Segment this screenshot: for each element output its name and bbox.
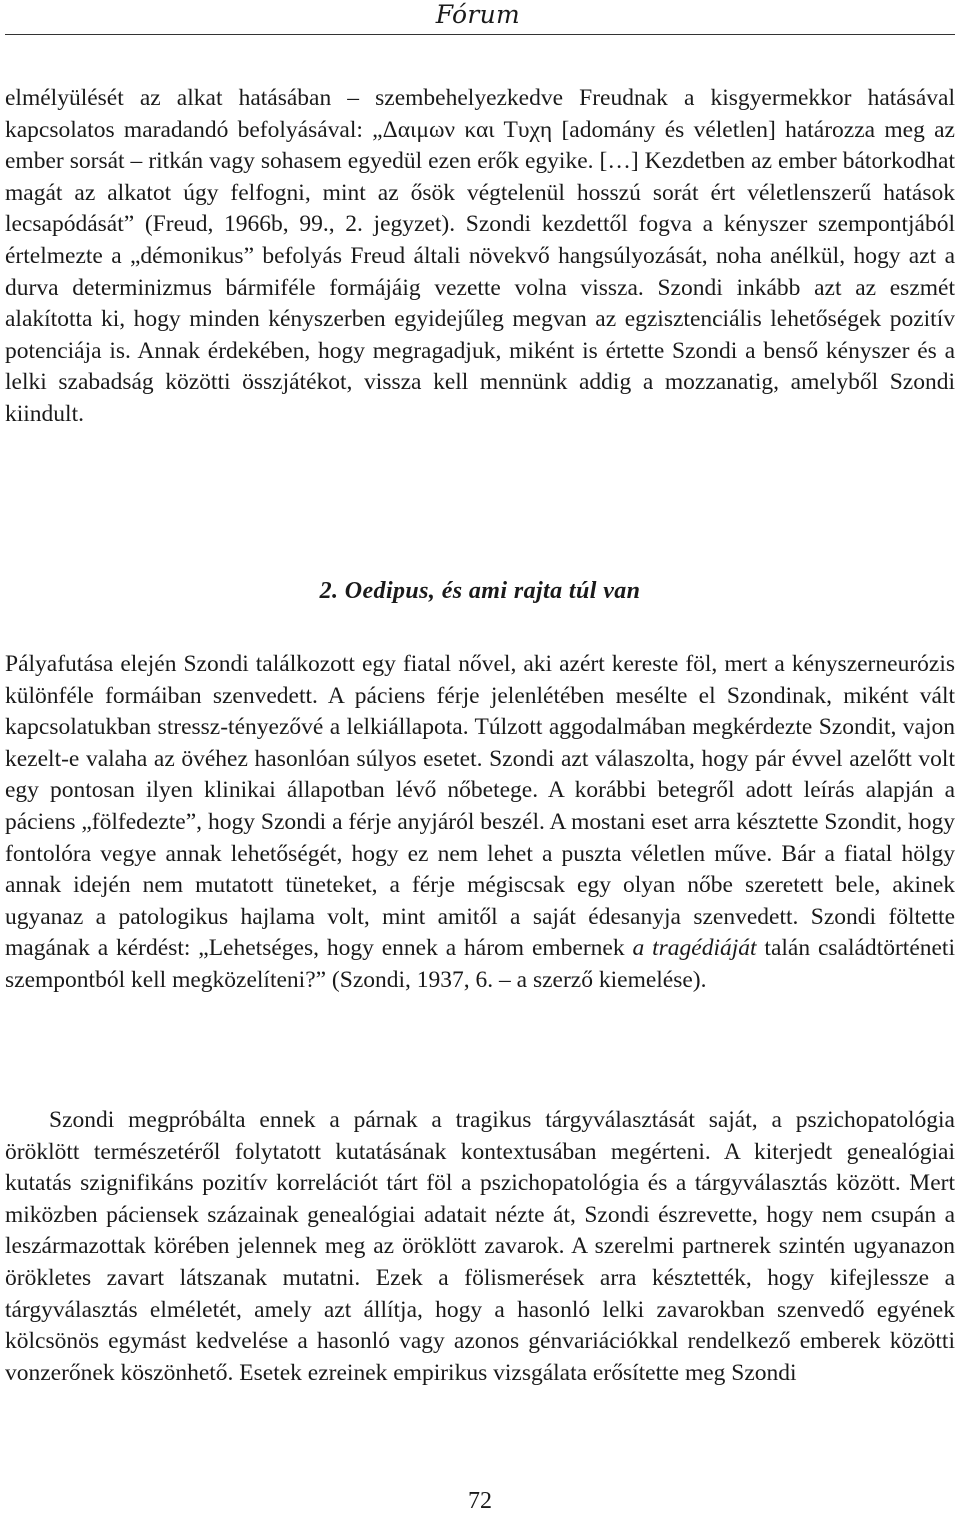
body-paragraph-3: Szondi megpróbálta ennek a párnak a tragikus tárgyválasztását saját, a pszichopatológia öröklött természetéről folytatott kutatásának kontextusában megérteni. A kiterjedt genealógiai kutatás szignifikáns pozitív korrelációt tárt föl a pszichopatológia és a tárgyválasztás között. Mert miközben páciensek százainak genealógiai adatait nézte át, Szondi észrevette, hogy nem csupán a leszármazottak körében jelennek meg az öröklött zavarok. A szerelmi partnerek szintén ugyanazon örökletes zavart látszanak mutatni. Ezek a fölismerések arra késztették, hogy kifejlessze a tárgyválasztás elméletét, amely azt állítja, hogy a hasonló lelki zavarokban szenvedő egyének kölcsönös egymást kedvelése a hasonló vagy azonos génvariációkkal rendelkező emberek közötti vonzerőnek köszönhető. Esetek ezreinek empirikus vizsgálata erősítette meg Szondi xyxy=(5,1107,955,1386)
journal-title: Fórum xyxy=(435,0,520,29)
emphasis-tragedy: a tragédiáját xyxy=(632,935,757,962)
section-heading: 2. Oedipus, és ami rajta túl van xyxy=(319,578,641,604)
running-header xyxy=(0,0,960,36)
body-paragraph-1: elmélyülését az alkat hatásában – szembehelyezkedve Freudnak a kisgyermekkor hatásával kapcsolatos maradandó befolyásával: „Δαιμων και Τυχη [adomány és véletlen] határozza meg az ember sorsát – ritkán vagy sohasem egyedül ezen erők egyike. […] Kezdetben az ember bátorkodhat magát az alkatot úgy felfogni, mint az ősök végtelenül hosszú sorát ért véletlenszerű hatások lecsapódását” (Freud, 1966b, 99., 2. jegyzet). Szondi kezdettől fogva a kényszer szempontjából értelmezte a „démonikus” befolyás Freud általi növekvő hangsúlyozását, noha anélkül, hogy azt a durva determinizmus bármiféle formájáig vezette volna vissza. Szondi inkább azt az eszmét alakította ki, hogy minden kényszerben egyidejűleg megvan az egzisztenciális lehetőségek pozitív potenciája is. Annak érdekében, hogy megragadjuk, miként is értette Szondi a benső kényszer és a lelki szabadság közötti összjátékot, vissza kell mennünk addig a mozzanatig, amelyből Szondi kiindult. xyxy=(5,85,955,427)
header-rule xyxy=(5,34,955,35)
page-number: 72 xyxy=(468,1488,492,1514)
paragraph-2-text-a: Pályafutása elején Szondi találkozott egy fiatal nővel, aki azért kereste föl, mert a kényszerneurózis különféle formáiban szenvedett. A páciens férje jelenlétében mesélte el Szondinak, miként vált kapcsolatukban stressz-tényezővé a lelkiállapota. Túlzott aggodalmában megkérdezte Szondit, vajon kezelt-e valaha az övéhez hasonlóan súlyos esetet. Szondi azt válaszolta, hogy pár évvel azelőtt volt egy pontosan ilyen klinikai állapotban lévő nőbetege. A korábbi betegről adott leírás alapján a páciens „fölfedezte”, hogy Szondi a férje anyjáról beszél. A mostani eset arra késztette Szondit, hogy fontolóra vegye annak lehetőségét, hogy ez nem lehet a puszta véletlen műve. Bár a fiatal hölgy annak idején nem mutatott tüneteket, a férje mégiscsak egy olyan nőbe szeretett bele, akinek ugyanaz a patologikus hajlama volt, mint amitől a saját édesanyja szenvedett. Szondi föltette magának a kérdést: „Lehetséges, hogy ennek a három embernek xyxy=(5,651,955,962)
paragraph-2-text-b: talán családtörténeti szempontból kell megközelíteni?” (Szondi, 1937, 6. – a szerző kiemelése). xyxy=(5,935,955,993)
body-paragraph-2 xyxy=(5,649,955,997)
